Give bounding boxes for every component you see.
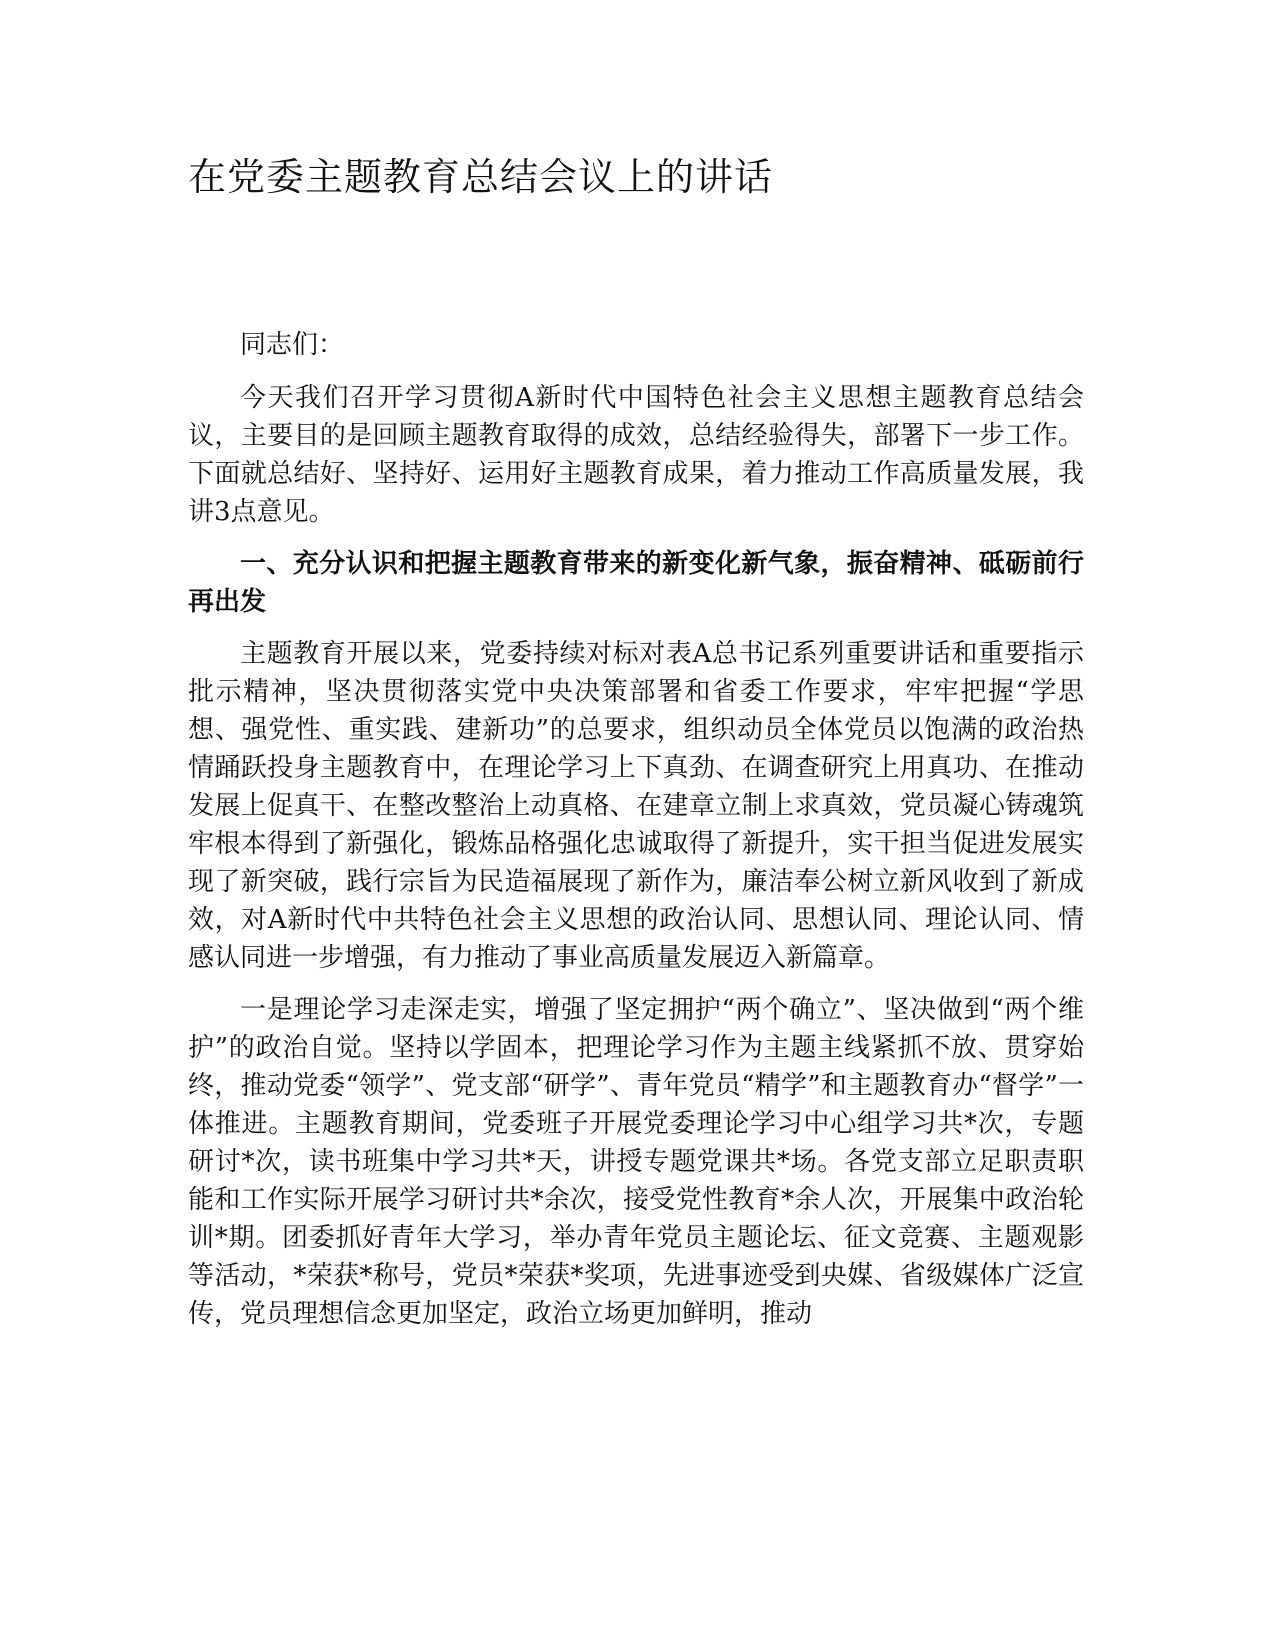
section-1-paragraph: 主题教育开展以来，党委持续对标对表A总书记系列重要讲话和重要指示批示精神，坚决贯彻落实党中央决策部署和省委工作要求，牢牢把握“学思想、强党性、重实践、建新功”的总要求，组织动员全体党员以饱满的政治热情踊跃投身主题教育中，在理论学习上下真劲、在调查研究上用真功、在推动发展上促真干、在整改整治上动真格、在建章立制上求真效，党员凝心铸魂筑牢根本得到了新强化，锻炼品格强化忠诚取得了新提升，实干担当促进发展实现了新突破，践行宗旨为民造福展现了新作为，廉洁奉公树立新风收到了新成效，对A新时代中共特色社会主义思想的政治认同、思想认同、理论认同、情感认同进一步增强，有力推动了事业高质量发展迈入新篇章。 — [188, 639, 1084, 973]
intro-paragraph: 今天我们召开学习贯彻A新时代中国特色社会主义思想主题教育总结会议，主要目的是回顾主题教育取得的成效，总结经验得失，部署下一步工作。下面就总结好、坚持好、运用好主题教育成果，着力推动工作高质量发展，我讲3点意见。 — [188, 383, 1084, 527]
document-title: 在党委主题教育总结会议上的讲话 — [188, 155, 774, 199]
section-heading-1: 一、充分认识和把握主题教育带来的新变化新气象，振奋精神、砥砺前行再出发 — [188, 549, 1084, 617]
theory-study-paragraph: 一是理论学习走深走实，增强了坚定拥护“两个确立”、坚决做到“两个维护”的政治自觉。坚持以学固本，把理论学习作为主题主线紧抓不放、贯穿始终，推动党委“领学”、党支部“研学”、青年党员“精学”和主题教育办“督学”一体推进。主题教育期间，党委班子开展党委理论学习中心组学习共*次，专题研讨*次，读书班集中学习共*天，讲授专题党课共*场。各党支部立足职责职能和工作实际开展学习研讨共*余次，接受党性教育*余人次，开展集中政治轮训*期。团委抓好青年大学习，举办青年党员主题论坛、征文竞赛、主题观影等活动，*荣获*称号，党员*荣获*奖项，先进事迹受到央媒、省级媒体广泛宣传，党员理想信念更加坚定，政治立场更加鲜明，推动 — [188, 995, 1084, 1329]
salutation: 同志们： — [240, 330, 345, 360]
document-body — [188, 325, 1084, 1347]
